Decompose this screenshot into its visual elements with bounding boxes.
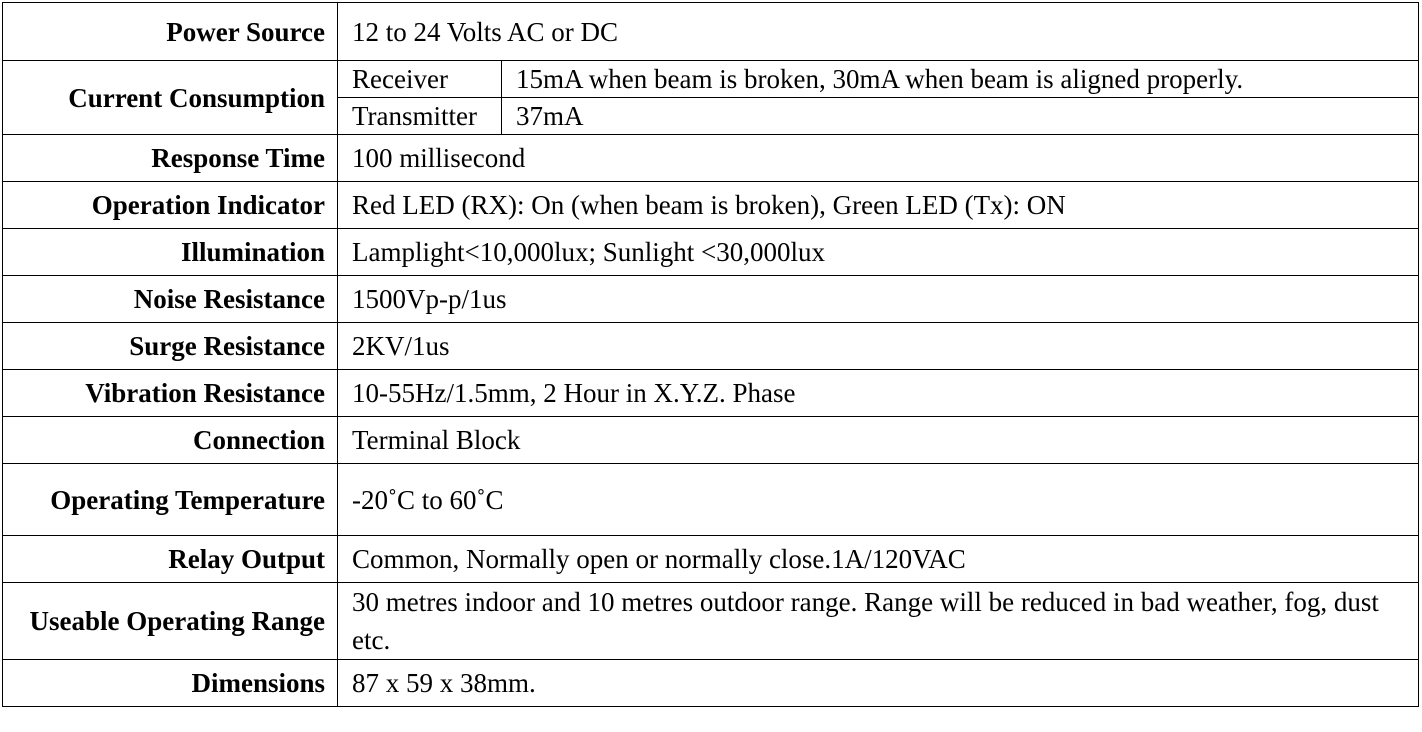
- spec-row-dimensions: [3, 660, 1419, 707]
- spec-value: 10-55Hz/1.5mm, 2 Hour in X.Y.Z. Phase: [338, 370, 1419, 417]
- spec-label: Useable Operating Range: [3, 583, 338, 660]
- spec-value: Common, Normally open or normally close.1A/120VAC: [338, 536, 1419, 583]
- spec-row-operating-temperature: [3, 464, 1419, 536]
- spec-row-current-consumption: [3, 61, 1419, 98]
- spec-sub-label-receiver: Receiver: [338, 61, 502, 98]
- spec-label: Response Time: [3, 135, 338, 182]
- spec-row-connection: [3, 417, 1419, 464]
- spec-value: Lamplight<10,000lux; Sunlight <30,000lux: [338, 229, 1419, 276]
- spec-label: Current Consumption: [3, 61, 338, 135]
- spec-value: 30 metres indoor and 10 metres outdoor range. Range will be reduced in bad weather, fog, dust etc.: [338, 583, 1419, 660]
- spec-label: Vibration Resistance: [3, 370, 338, 417]
- spec-row-response-time: [3, 135, 1419, 182]
- spec-row-useable-operating-range: [3, 583, 1419, 660]
- spec-row-operation-indicator: [3, 182, 1419, 229]
- spec-label: Dimensions: [3, 660, 338, 707]
- spec-label: Surge Resistance: [3, 323, 338, 370]
- spec-label: Relay Output: [3, 536, 338, 583]
- spec-value: Red LED (RX): On (when beam is broken), Green LED (Tx): ON: [338, 182, 1419, 229]
- spec-value-receiver: 15mA when beam is broken, 30mA when beam is aligned properly.: [502, 61, 1419, 98]
- spec-row-surge-resistance: [3, 323, 1419, 370]
- spec-label: Operation Indicator: [3, 182, 338, 229]
- spec-label: Power Source: [3, 3, 338, 61]
- spec-value: 1500Vp-p/1us: [338, 276, 1419, 323]
- spec-label: Illumination: [3, 229, 338, 276]
- spec-value: Terminal Block: [338, 417, 1419, 464]
- spec-label: Noise Resistance: [3, 276, 338, 323]
- spec-row-noise-resistance: [3, 276, 1419, 323]
- spec-label: Operating Temperature: [3, 464, 338, 536]
- spec-value: -20˚C to 60˚C: [338, 464, 1419, 536]
- spec-row-vibration-resistance: [3, 370, 1419, 417]
- spec-row-relay-output: [3, 536, 1419, 583]
- spec-value: 100 millisecond: [338, 135, 1419, 182]
- spec-value: 12 to 24 Volts AC or DC: [338, 3, 1419, 61]
- spec-table: [2, 2, 1419, 707]
- spec-sub-label-transmitter: Transmitter: [338, 98, 502, 135]
- spec-row-power-source: [3, 3, 1419, 61]
- spec-value-transmitter: 37mA: [502, 98, 1419, 135]
- spec-value: 87 x 59 x 38mm.: [338, 660, 1419, 707]
- spec-value: 2KV/1us: [338, 323, 1419, 370]
- spec-row-illumination: [3, 229, 1419, 276]
- spec-label: Connection: [3, 417, 338, 464]
